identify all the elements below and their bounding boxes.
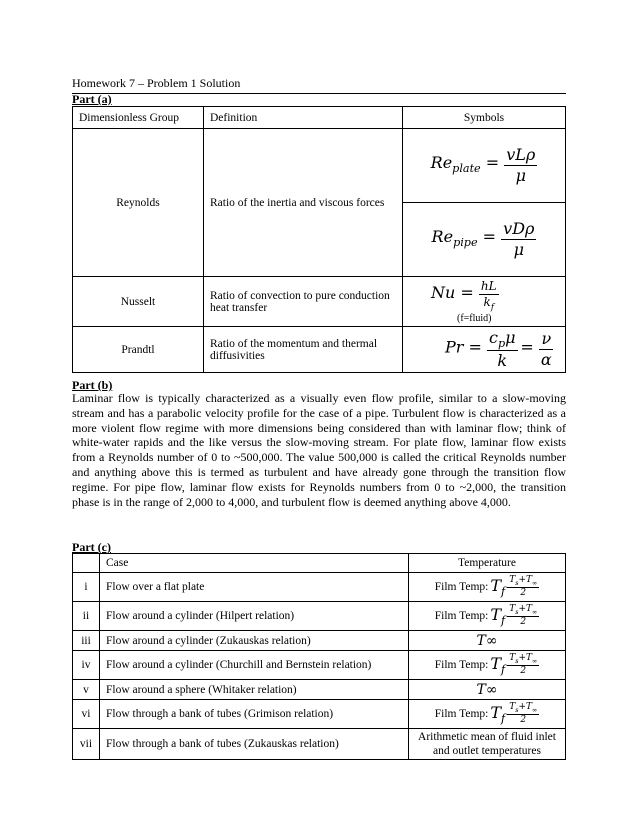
case-number: iv (73, 651, 100, 680)
case-description: Flow around a cylinder (Zukauskas relation) (100, 631, 409, 651)
ambient-temp-cell: T∞ (409, 680, 566, 700)
case-description: Flow around a cylinder (Hilpert relation) (100, 602, 409, 631)
re-pipe-formula: $Re_{pipe}$ = $\frac{\text{vDρ}}{\mu}$ (403, 203, 566, 277)
prandtl-formula: Pr = $\frac{c_p\mu}{k}$ = $\frac{\nu}{\alpha}$ (403, 327, 566, 373)
case-description: Flow through a bank of tubes (Zukauskas relation) (100, 729, 409, 760)
case-num-header (73, 554, 100, 573)
case-number: ii (73, 602, 100, 631)
prandtl-label: Prandtl (73, 327, 204, 373)
re-plate-formula: $Re_{plate}$ = $\frac{\text{vLρ}}{\mu}$ (403, 129, 566, 203)
case-row-v (73, 680, 566, 700)
case-row-vi (73, 700, 566, 729)
case-row-iv (73, 651, 566, 680)
reynolds-label: Reynolds (73, 129, 204, 277)
col-header-temperature: Temperature (409, 554, 566, 573)
part-c-table (72, 553, 566, 760)
case-number: v (73, 680, 100, 700)
part-c-heading: Part (c) (72, 540, 111, 554)
part-a-table (72, 106, 566, 373)
nusselt-definition: Ratio of convection to pure conduction heat transfer (204, 277, 403, 327)
film-temp-cell: Film Temp: $T_f$ $\frac{T_s+T_\infty}{2}$ (409, 573, 566, 602)
case-description: Flow over a flat plate (100, 573, 409, 602)
nusselt-label: Nusselt (73, 277, 204, 327)
nusselt-note: (f=fluid) (457, 312, 492, 324)
film-temp-cell: Film Temp: $T_f$ $\frac{T_s+T_\infty}{2}$ (409, 602, 566, 631)
film-temp-cell: Film Temp: $T_f$ $\frac{T_s+T_\infty}{2}$ (409, 700, 566, 729)
part-b-heading: Part (b) (72, 378, 113, 392)
col-header-case: Case (100, 554, 409, 573)
col-header-symbols: Symbols (403, 107, 566, 129)
ambient-temp-cell: T∞ (409, 631, 566, 651)
part-a-heading: Part (a) (72, 92, 112, 106)
prandtl-definition: Ratio of the momentum and thermal diffusivities (204, 327, 403, 373)
reynolds-definition: Ratio of the inertia and viscous forces (204, 129, 403, 277)
case-number: i (73, 573, 100, 602)
col-header-definition: Definition (204, 107, 403, 129)
case-row-ii (73, 602, 566, 631)
film-temp-cell: Film Temp: $T_f$ $\frac{T_s+T_\infty}{2}$ (409, 651, 566, 680)
case-description: Flow through a bank of tubes (Grimison relation) (100, 700, 409, 729)
nusselt-formula: Nu = $\frac{hL}{k_f}$ (f=fluid) (403, 277, 566, 327)
case-row-i (73, 573, 566, 602)
case-description: Flow around a sphere (Whitaker relation) (100, 680, 409, 700)
case-number: vii (73, 729, 100, 760)
col-header-group: Dimensionless Group (73, 107, 204, 129)
part-b-paragraph: Laminar flow is typically characterized as a visually even flow profile, similar to a slow-moving stream and has a parabolic velocity profile for the case of a pipe. Turbulent flow is characterized as a more violent flow regime with more dimensions being considered than with laminar flow; think of white-water rapids and the like versus the slow-moving stream. For plate flow, laminar flow exists from a Reynolds number of 0 to ~500,000. The value 500,000 is called the critical Reynolds number and anything above this is termed as turbulent and have already gone through the transition flow regime. For pipe flow, laminar flow exists for Reynolds numbers from 0 to ~2,000, the transition phase is in the range of 2,000 to 4,000, and turbulent flow is deemed anything above 4,000. (72, 391, 566, 509)
mean-temp-cell: Arithmetic mean of fluid inlet and outlet temperatures (409, 729, 566, 760)
page-header: Homework 7 – Problem 1 Solution (72, 76, 566, 94)
case-number: vi (73, 700, 100, 729)
case-row-vii (73, 729, 566, 760)
case-row-iii (73, 631, 566, 651)
case-description: Flow around a cylinder (Churchill and Bernstein relation) (100, 651, 409, 680)
case-number: iii (73, 631, 100, 651)
